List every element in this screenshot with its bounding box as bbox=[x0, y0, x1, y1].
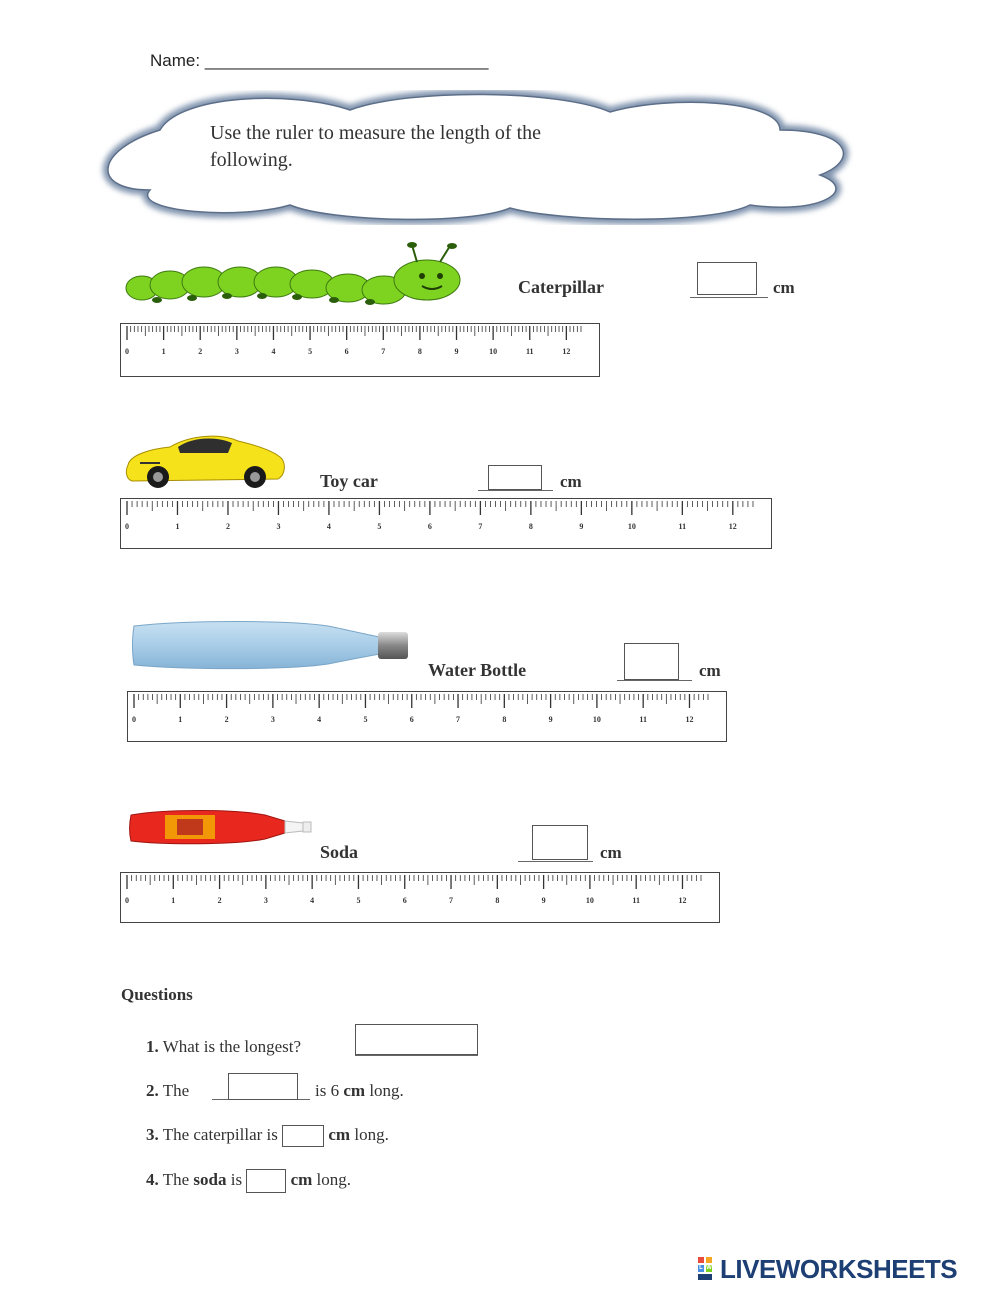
ruler-number: 1 bbox=[171, 896, 176, 905]
question-text: long. bbox=[354, 1125, 389, 1144]
answer-box-water-bottle[interactable] bbox=[624, 643, 679, 680]
ruler-number: 4 bbox=[317, 715, 322, 724]
answer-box-caterpillar[interactable] bbox=[697, 262, 757, 295]
ruler-number: 12 bbox=[678, 896, 687, 905]
ruler-number: 0 bbox=[132, 715, 136, 724]
ruler bbox=[127, 691, 727, 742]
ruler bbox=[120, 872, 720, 923]
ruler-number: 10 bbox=[592, 715, 601, 724]
ruler bbox=[120, 323, 600, 377]
ruler-number: 8 bbox=[495, 896, 500, 905]
unit-label: cm bbox=[560, 472, 582, 491]
name-field bbox=[150, 51, 488, 71]
question-3 bbox=[146, 1125, 389, 1147]
questions-title: Questions bbox=[121, 985, 193, 1004]
ruler-number: 1 bbox=[161, 347, 166, 356]
ruler-number: 11 bbox=[639, 715, 647, 724]
ruler-number: 4 bbox=[326, 522, 331, 531]
question-text: long. bbox=[369, 1081, 404, 1100]
ruler-number: 7 bbox=[449, 896, 454, 905]
question-2-rest bbox=[315, 1081, 404, 1101]
question-text: The caterpillar is bbox=[162, 1125, 278, 1144]
unit-label: cm bbox=[328, 1125, 351, 1144]
ruler-scale bbox=[121, 499, 771, 548]
ruler-number: 2 bbox=[198, 347, 203, 356]
item-label-water-bottle: Water Bottle bbox=[428, 660, 527, 680]
question-text: long. bbox=[316, 1169, 352, 1189]
answer-line bbox=[617, 680, 692, 681]
ruler-number: 5 bbox=[377, 522, 382, 531]
ruler-number: 3 bbox=[276, 522, 281, 531]
unit-label: cm bbox=[290, 1169, 313, 1189]
question-text-bold: soda bbox=[193, 1169, 227, 1189]
ruler-number: 3 bbox=[234, 347, 239, 356]
ruler-number: 0 bbox=[125, 347, 129, 356]
question-text: The bbox=[162, 1169, 190, 1189]
soda-bottle-image bbox=[125, 803, 315, 851]
ruler-number: 1 bbox=[175, 522, 180, 531]
ruler-number: 0 bbox=[125, 896, 129, 905]
ruler-number: 2 bbox=[225, 522, 230, 531]
logo-letter: L bbox=[699, 1265, 703, 1271]
ruler-number: 7 bbox=[381, 347, 386, 356]
ruler-number: 12 bbox=[728, 522, 737, 531]
answer-box-soda[interactable] bbox=[532, 825, 588, 860]
question-4 bbox=[146, 1169, 351, 1193]
ruler-number: 11 bbox=[678, 522, 687, 531]
ruler-number: 8 bbox=[502, 715, 507, 724]
ruler-number: 9 bbox=[454, 347, 459, 356]
ruler-number: 12 bbox=[562, 347, 571, 356]
item-label-toy-car: Toy car bbox=[320, 471, 378, 491]
question-1 bbox=[146, 1037, 301, 1057]
ruler-number: 11 bbox=[632, 896, 640, 905]
water-bottle-image bbox=[128, 618, 413, 673]
unit-label: cm bbox=[699, 661, 721, 680]
question-number: 4. bbox=[146, 1169, 159, 1189]
ruler-scale bbox=[128, 692, 726, 741]
unit-label: cm bbox=[773, 278, 795, 297]
ruler-number: 6 bbox=[344, 347, 349, 356]
ruler-number: 7 bbox=[456, 715, 461, 724]
ruler-number: 9 bbox=[548, 715, 553, 724]
toy-car-image bbox=[120, 425, 290, 495]
answer-line bbox=[355, 1055, 478, 1056]
instruction-line-1: Use the ruler to measure the length of the bbox=[210, 122, 541, 144]
question-number: 1. bbox=[146, 1037, 159, 1056]
ruler-number: 6 bbox=[409, 715, 414, 724]
instruction-line-2: following. bbox=[210, 149, 293, 171]
ruler-number: 12 bbox=[685, 715, 694, 724]
question-2 bbox=[146, 1081, 189, 1101]
item-label-caterpillar: Caterpillar bbox=[518, 277, 604, 297]
ruler-number: 10 bbox=[489, 347, 498, 356]
unit-label: cm bbox=[343, 1081, 366, 1100]
question-text: is bbox=[230, 1169, 243, 1189]
answer-line bbox=[518, 861, 593, 862]
answer-box-toy-car[interactable] bbox=[488, 465, 542, 490]
answer-box-q1[interactable] bbox=[355, 1024, 478, 1055]
question-text: The bbox=[162, 1081, 190, 1100]
ruler-number: 2 bbox=[217, 896, 222, 905]
liveworksheets-logo-icon bbox=[698, 1257, 720, 1281]
unit-label: cm bbox=[600, 843, 622, 862]
question-text: What is the longest? bbox=[162, 1037, 302, 1056]
answer-box-q4[interactable] bbox=[246, 1169, 286, 1193]
ruler bbox=[120, 498, 772, 549]
ruler-number: 1 bbox=[178, 715, 183, 724]
ruler-number: 3 bbox=[270, 715, 275, 724]
ruler-number: 6 bbox=[402, 896, 407, 905]
ruler-number: 4 bbox=[310, 896, 315, 905]
caterpillar-image bbox=[122, 240, 467, 310]
question-number: 3. bbox=[146, 1125, 159, 1144]
ruler-number: 2 bbox=[224, 715, 229, 724]
logo-letter: W bbox=[706, 1265, 712, 1271]
ruler-number: 5 bbox=[356, 896, 361, 905]
ruler-number: 0 bbox=[125, 522, 129, 531]
ruler-number: 6 bbox=[427, 522, 432, 531]
ruler-number: 3 bbox=[263, 896, 268, 905]
question-text: is 6 bbox=[315, 1081, 340, 1100]
ruler-number: 9 bbox=[579, 522, 584, 531]
answer-line bbox=[690, 297, 768, 298]
name-label: Name: bbox=[150, 51, 201, 70]
name-line: ______________________________ bbox=[204, 51, 489, 70]
ruler-number: 10 bbox=[585, 896, 594, 905]
question-number: 2. bbox=[146, 1081, 159, 1100]
ruler-scale bbox=[121, 873, 719, 922]
ruler-number: 7 bbox=[478, 522, 483, 531]
ruler-number: 5 bbox=[363, 715, 368, 724]
ruler-number: 10 bbox=[627, 522, 636, 531]
ruler-number: 8 bbox=[528, 522, 533, 531]
ruler-number: 11 bbox=[525, 347, 534, 356]
answer-box-q3[interactable] bbox=[282, 1125, 324, 1147]
item-label-soda: Soda bbox=[320, 842, 359, 862]
ruler-scale bbox=[121, 324, 599, 376]
ruler-number: 9 bbox=[541, 896, 546, 905]
answer-box-q2[interactable] bbox=[228, 1073, 298, 1100]
ruler-number: 5 bbox=[308, 347, 313, 356]
liveworksheets-brand: LIVEWORKSHEETS bbox=[720, 1254, 958, 1284]
instruction-text bbox=[210, 120, 541, 174]
ruler-number: 4 bbox=[271, 347, 276, 356]
ruler-number: 8 bbox=[417, 347, 422, 356]
answer-line bbox=[478, 490, 553, 491]
